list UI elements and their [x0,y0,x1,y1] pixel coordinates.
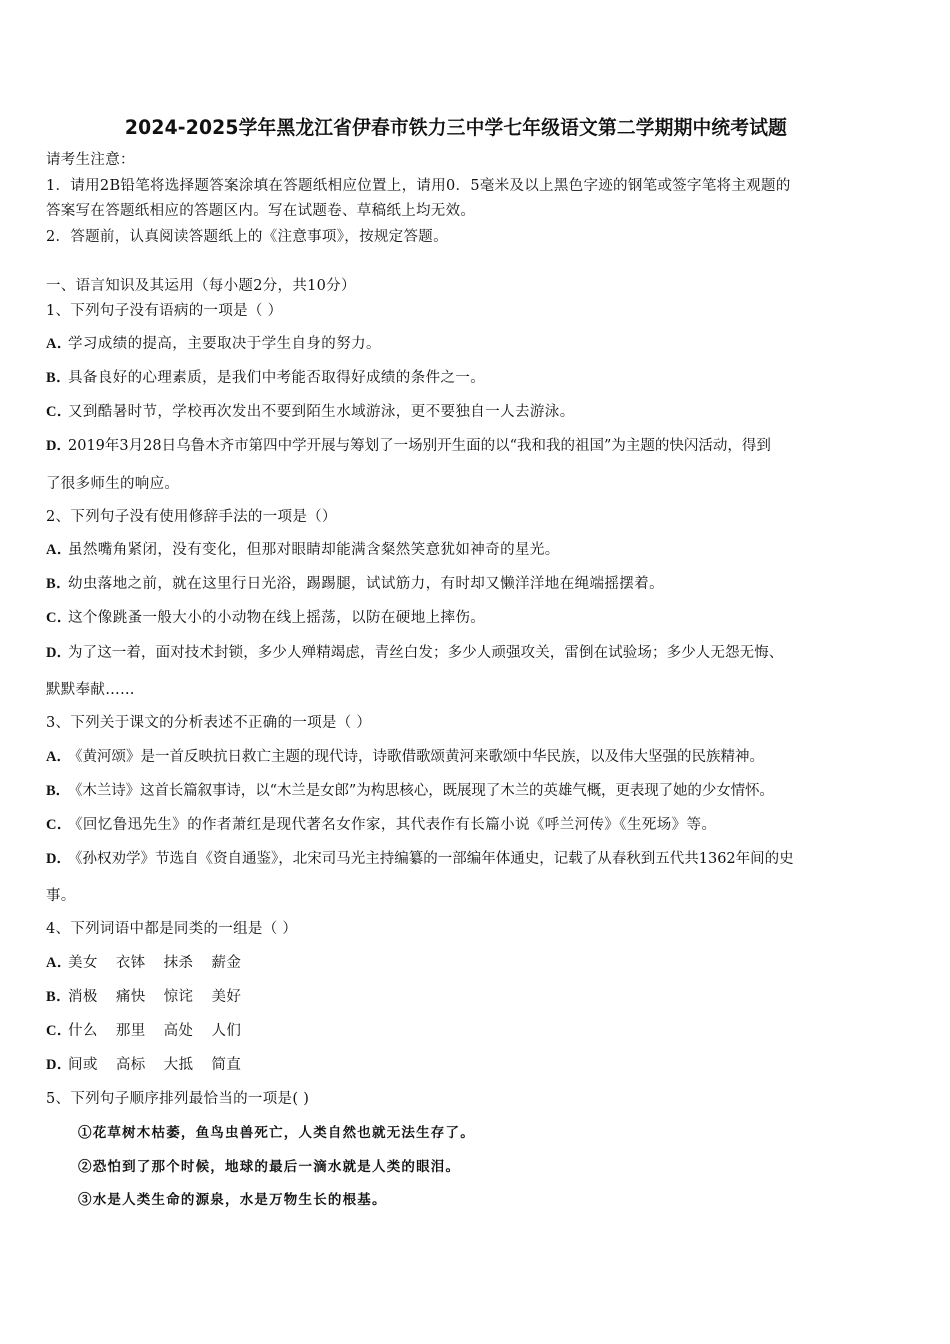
question-2-option-d [46,644,783,662]
option-text: 这个像跳蚤一般大小的小动物在线上摇荡，以防在硬地上摔伤。 [68,610,486,626]
question-1-option-a [46,335,381,353]
option-label: C． [46,1023,72,1039]
question-2-stem: 2、下列句子没有使用修辞手法的一项是（） [46,509,337,525]
option-label: B． [46,576,71,592]
question-5-sentence-2: ②恐怕到了那个时候，地球的最后一滴水就是人类的眼泪。 [78,1159,461,1175]
option-label: A． [46,336,72,352]
notice-item-2: 2．答题前，认真阅读答题纸上的《注意事项》，按规定答题。 [46,229,448,245]
option-word: 高处 [163,1023,194,1039]
option-word: 人们 [211,1023,242,1039]
option-label: D． [46,645,72,661]
notice-item-1-cont: 答案写在答题纸相应的答题区内。写在试题卷、草稿纸上均无效。 [46,203,476,219]
option-word: 美女 [68,955,98,971]
page-title: 2024-2025学年黑龙江省伊春市铁力三中学七年级语文第二学期期中统考试题 [124,116,788,139]
option-label: D． [46,851,71,867]
question-5-sentence-1: ①花草树木枯萎，鱼鸟虫兽死亡，人类自然也就无法生存了。 [78,1125,475,1141]
option-label: C． [46,817,72,833]
option-label: C． [46,610,72,626]
option-word: 惊诧 [163,989,194,1005]
option-word: 抹杀 [163,955,194,971]
option-word: 高标 [115,1057,146,1073]
question-2-option-d-cont: 默默奉献…… [46,682,135,698]
option-text: 又到酷暑时节，学校再次发出不要到陌生水域游泳，更不要独自一人去游泳。 [68,404,575,420]
option-word: 消极 [68,989,98,1005]
option-text: 虽然嘴角紧闭，没有变化，但那对眼睛却能满含粲然笑意犹如神奇的星光。 [68,542,560,558]
option-text: 《孙权劝学》节选自《资自通鉴》，北宋司马光主持编纂的一部编年体通史，记载了从春秋到五代共1362年间的史 [68,851,794,867]
option-word: 什么 [68,1023,98,1039]
question-4-option-c [46,1022,259,1040]
option-text: 2019年3月28日乌鲁木齐市第四中学开展与筹划了一场别开生面的以“我和我的祖国”为主题的快闪活动，得到 [68,438,771,454]
option-text: 《黄河颂》是一首反映抗日救亡主题的现代诗，诗歌借歌颂黄河来歌颂中华民族，以及伟大坚强的民族精神。 [68,749,764,765]
option-word: 大抵 [163,1057,194,1073]
question-4-option-d [46,1056,259,1074]
option-label: D． [46,1057,72,1073]
option-label: B． [46,370,71,386]
option-label: D． [46,438,71,454]
question-1-option-c [46,403,575,421]
option-word: 那里 [115,1023,146,1039]
option-text: 学习成绩的提高，主要取决于学生自身的努力。 [68,336,381,352]
question-2-option-b [46,575,664,593]
option-text: 幼虫落地之前，就在这里行日光浴，踢踢腿，试试筋力，有时却又懒洋洋地在绳端摇摆着。 [68,576,664,592]
question-5-stem: 5、下列句子顺序排列最恰当的一项是( ) [46,1091,310,1107]
option-text: 《木兰诗》这首长篇叙事诗，以“木兰是女郎”为构思核心，既展现了木兰的英雄气概，更表现了她的少女情怀。 [68,783,774,799]
question-5-sentence-3: ③水是人类生命的源泉，水是万物生长的根基。 [78,1192,387,1208]
question-2-option-c [46,609,485,627]
option-word: 衣钵 [115,955,146,971]
question-4-stem: 4、下列词语中都是同类的一组是（ ） [46,921,298,937]
option-word: 简直 [211,1057,242,1073]
question-1-option-d [46,437,771,455]
option-label: B． [46,783,70,799]
option-text: 为了这一着，面对技术封锁，多少人殚精竭虑，青丝白发；多少人顽强攻关，雷倒在试验场；多少人无怨无悔、 [68,645,784,661]
option-label: A． [46,955,72,971]
option-label: A． [46,542,72,558]
question-1-option-b [46,369,485,387]
option-label: B． [46,989,71,1005]
question-1-stem: 1、下列句子没有语病的一项是（ ） [46,303,283,319]
question-4-option-b [46,988,259,1006]
notice-item-1: 1．请用2B铅笔将选择题答案涂填在答题纸相应位置上，请用0．5毫米及以上黑色字迹的钢笔或签字笔将主观题的 [46,178,791,194]
question-3-option-d [46,850,794,868]
question-2-option-a [46,541,560,559]
option-word: 间或 [68,1057,98,1073]
option-word: 薪金 [211,955,242,971]
question-3-option-a [46,748,764,766]
section-heading: 一、语言知识及其运用（每小题2分，共10分） [46,278,356,294]
notice-heading: 请考生注意： [46,152,135,168]
option-word: 美好 [211,989,242,1005]
question-3-option-d-cont: 事。 [46,888,76,904]
option-label: C． [46,404,72,420]
question-1-option-d-cont: 了很多师生的响应。 [46,476,180,492]
option-word: 痛快 [115,989,146,1005]
question-3-option-c [46,816,716,834]
option-text: 《回忆鲁迅先生》的作者萧红是现代著名女作家，其代表作有长篇小说《呼兰河传》《生死场》等。 [68,817,717,833]
question-3-option-b [46,782,774,800]
question-3-stem: 3、下列关于课文的分析表述不正确的一项是（ ） [46,715,372,731]
question-4-option-a [46,954,259,972]
option-label: A． [46,749,71,765]
option-text: 具备良好的心理素质，是我们中考能否取得好成绩的条件之一。 [68,370,486,386]
